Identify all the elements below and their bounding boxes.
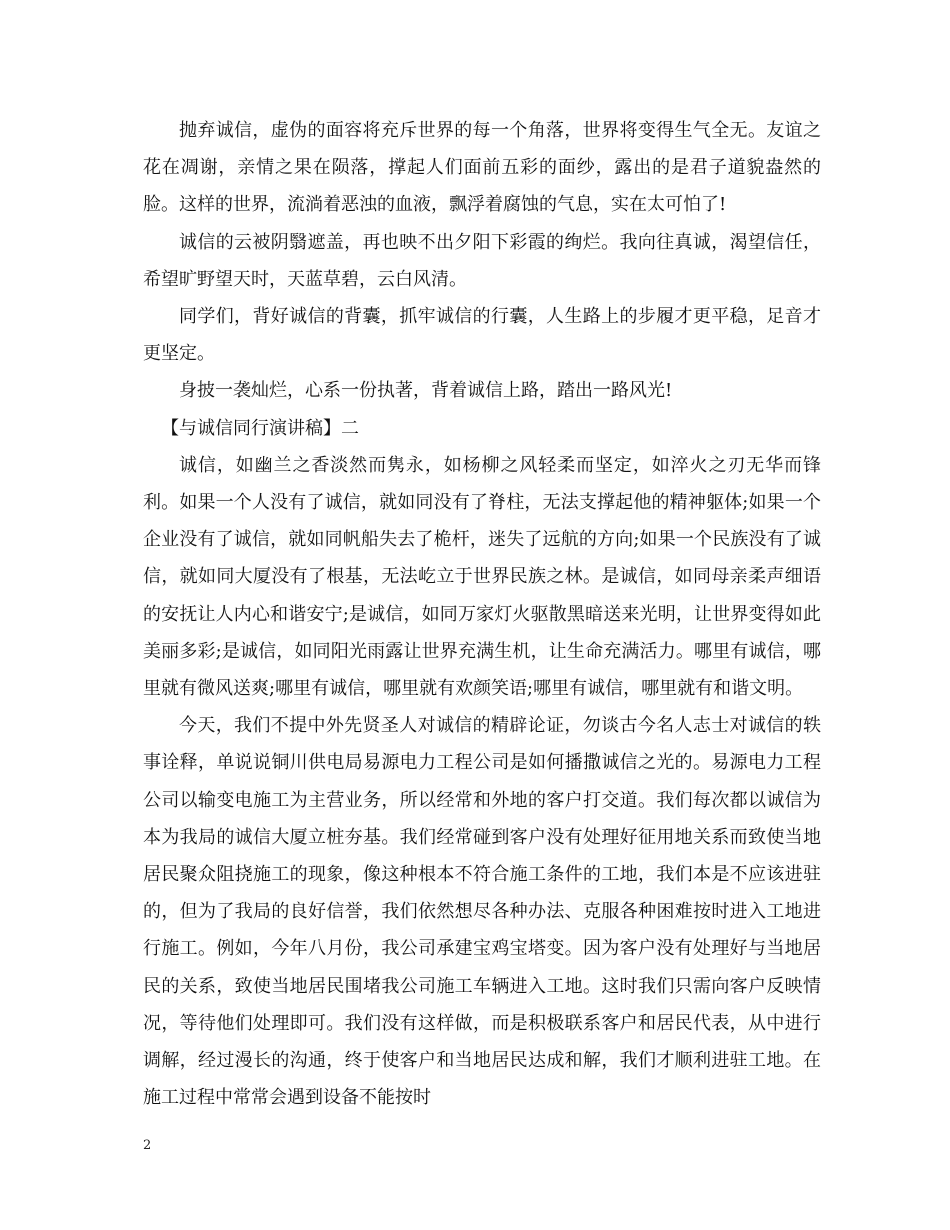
paragraph: 今天，我们不提中外先贤圣人对诚信的精辟论证，勿谈古今名人志士对诚信的轶事诠释，单说说铜川供电局易源电力工程公司是如何播撒诚信之光的。易源电力工程公司以输变电施工为主营业务，所以经常和外地的客户打交道。我们每次都以诚信为本为我局的诚信大厦立桩夯基。我们经常碰到客户没有处理好征用地关系而致使当地居民聚众阻挠施工的现象，像这种根本不符合施工条件的工地，我们本是不应该进驻的，但为了我局的良好信誉，我们依然想尽各种办法、克服各种困难按时进入工地进行施工。例如，今年八月份，我公司承建宝鸡宝塔变。因为客户没有处理好与当地居民的关系，致使当地居民围堵我公司施工车辆进入工地。这时我们只需向客户反映情况，等待他们处理即可。我们没有这样做，而是积极联系客户和居民代表，从中进行调解，经过漫长的沟通，终于使客户和当地居民达成和解，我们才顺利进驻工地。在施工过程中常常会遇到设备不能按时 (143, 715, 821, 1109)
paragraph: 同学们，背好诚信的背囊，抓牢诚信的行囊，人生路上的步履才更平稳，足音才更坚定。 (143, 306, 821, 365)
document-body (143, 112, 821, 1116)
paragraph: 抛弃诚信，虚伪的面容将充斥世界的每一个角落，世界将变得生气全无。友谊之花在凋谢，亲情之果在陨落，撑起人们面前五彩的面纱，露出的是君子道貌盎然的脸。这样的世界，流淌着恶浊的血液，飘浮着腐蚀的气息，实在太可怕了! (143, 120, 821, 216)
paragraph: 身披一袭灿烂，心系一份执著，背着诚信上路，踏出一路风光! (179, 380, 673, 402)
page-number: 2 (143, 1138, 152, 1153)
paragraph: 诚信，如幽兰之香淡然而隽永，如杨柳之风轻柔而坚定，如淬火之刃无华而锋利。如果一个人没有了诚信，就如同没有了脊柱，无法支撑起他的精神躯体;如果一个企业没有了诚信，就如同帆船失去了桅杆，迷失了远航的方向;如果一个民族没有了诚信，就如同大厦没有了根基，无法屹立于世界民族之林。是诚信，如同母亲柔声细语的安抚让人内心和谐安宁;是诚信，如同万家灯火驱散黑暗送来光明，让世界变得如此美丽多彩;是诚信，如同阳光雨露让世界充满生机，让生命充满活力。哪里有诚信，哪里就有微风送爽;哪里有诚信，哪里就有欢颜笑语;哪里有诚信，哪里就有和谐文明。 (143, 454, 821, 700)
section-heading: 【与诚信同行演讲稿】二 (161, 417, 359, 439)
paragraph: 诚信的云被阴翳遮盖，再也映不出夕阳下彩霞的绚烂。我向往真诚，渴望信任，希望旷野望天时，天蓝草碧，云白风清。 (143, 231, 821, 290)
